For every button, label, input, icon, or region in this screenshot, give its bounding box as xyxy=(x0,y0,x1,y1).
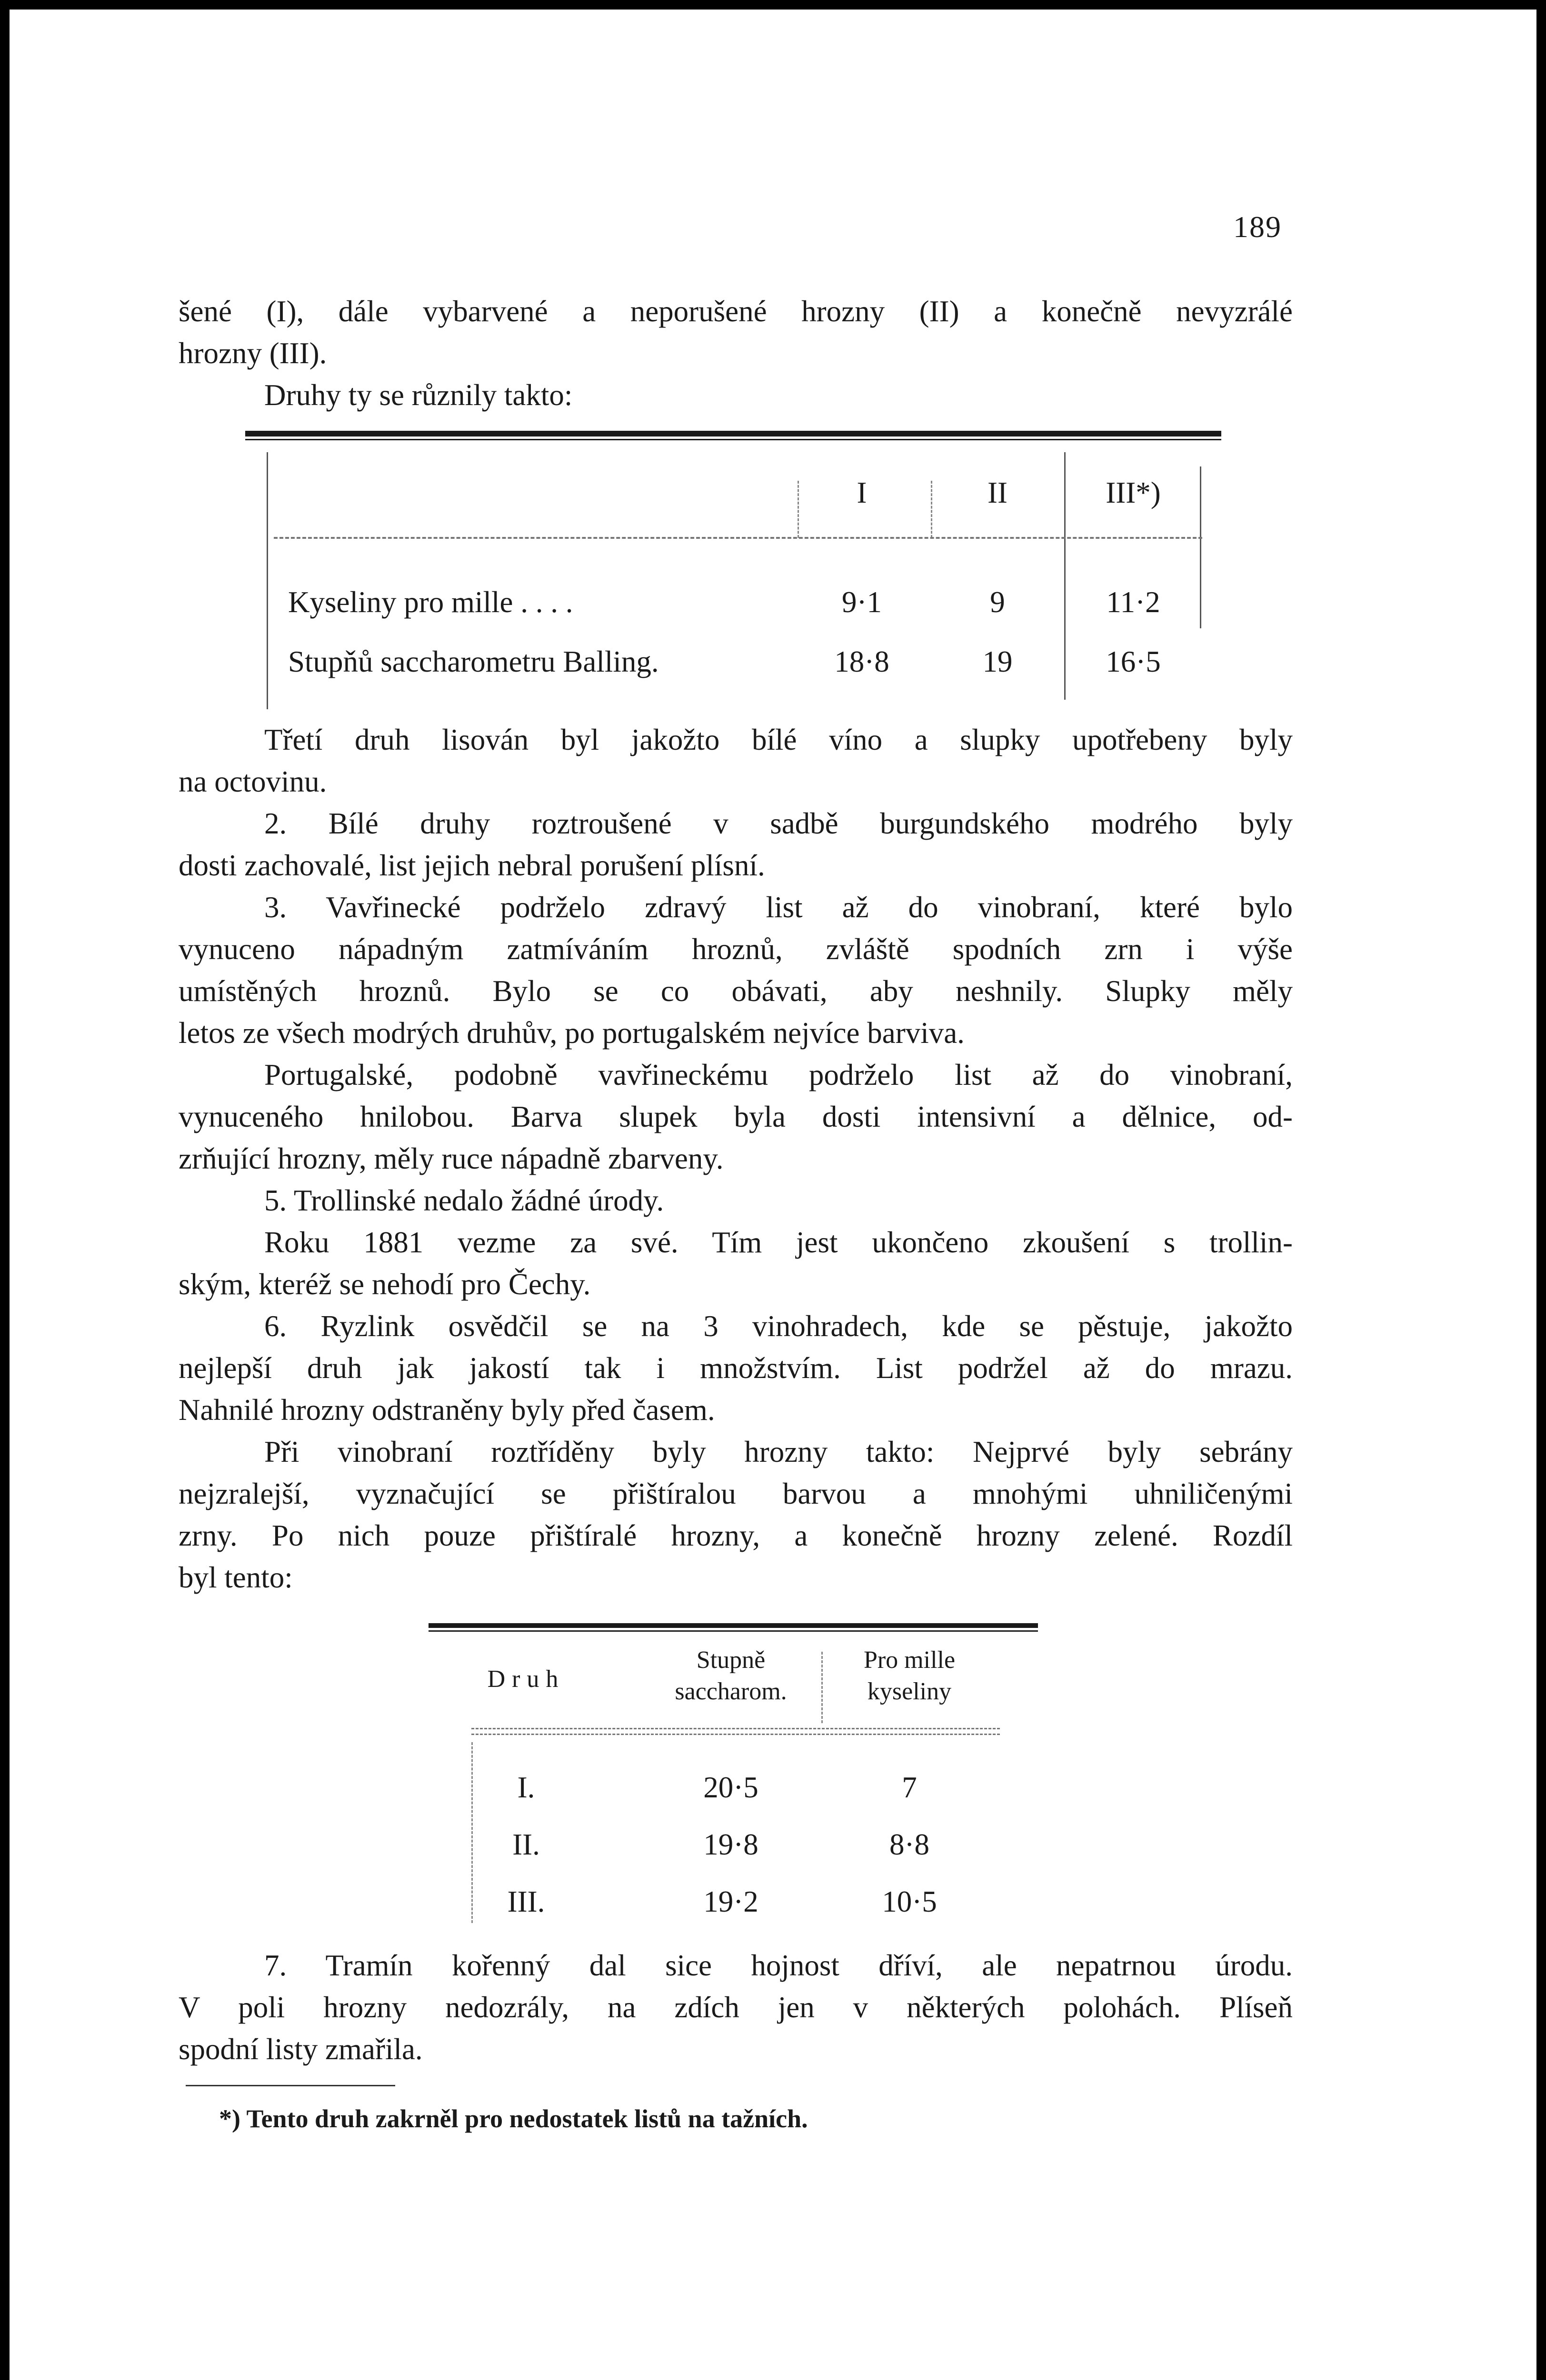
para-2-line-1: 2. Bílé druhy roztroušené v sadbě burgundského modrého byly xyxy=(264,807,1293,840)
para-portugal-line-2: vynuceného hnilobou. Barva slupek byla dosti intensivní a dělnice, od- xyxy=(179,1100,1293,1133)
table-2-cell-kyseliny: 8·8 xyxy=(889,1828,929,1861)
para-vinobrani-line-4: byl tento: xyxy=(179,1561,293,1594)
table-2-header-rule xyxy=(471,1734,1000,1735)
table-2-header-stupne xyxy=(675,1645,787,1707)
para-2-line-2: dosti zachovalé, list jejich nebral porušení plísní. xyxy=(179,849,765,882)
para-treti-line-1: Třetí druh lisován byl jakožto bílé víno a slupky upotřebeny byly xyxy=(264,723,1293,756)
para-portugal-line-1: Portugalské, podobně vavřineckému podrželo list až do vinobraní, xyxy=(264,1058,1293,1091)
para-5: 5. Trollinské nedalo žádné úrody. xyxy=(264,1184,664,1217)
table-1-cell: 9·1 xyxy=(842,585,882,619)
table-2-header-rule xyxy=(471,1728,1000,1729)
table-1-top-rule xyxy=(245,431,1221,436)
intro-line-1: šené (I), dále vybarvené a neporušené hrozny (II) a konečně nevyzrálé xyxy=(179,295,1293,328)
para-7-line-2: V poli hrozny nedozrály, na zdích jen v některých polohách. Plíseň xyxy=(179,1991,1293,2024)
table-2-header-kyseliny-line-1: Pro mille xyxy=(863,1646,956,1674)
table-1-cell: 18·8 xyxy=(834,645,889,678)
para-portugal-line-3: zrňující hrozny, měly ruce nápadně zbarveny. xyxy=(179,1142,724,1175)
table-1-top-rule-thin xyxy=(245,439,1221,440)
para-vinobrani-line-3: zrny. Po nich pouze přištíralé hrozny, a konečně hrozny zelené. Rozdíl xyxy=(179,1519,1293,1552)
table-1-cell: 19 xyxy=(982,645,1013,678)
table-1-cell: 11·2 xyxy=(1106,585,1160,619)
para-treti-line-2: na octovinu. xyxy=(179,765,327,798)
para-vinobrani-line-1: Při vinobraní roztříděny byly hrozny takto: Nejprvé byly sebrány xyxy=(264,1435,1293,1468)
para-3-line-4: letos ze všech modrých druhův, po portugalském nejvíce barviva. xyxy=(179,1016,965,1050)
footnote-rule xyxy=(186,2085,395,2086)
para-7-line-1: 7. Tramín kořenný dal sice hojnost dříví, ale nepatrnou úrodu. xyxy=(264,1949,1293,1982)
para-6-line-2: nejlepší druh jak jakostí tak i množstvím. List podržel až do mrazu. xyxy=(179,1351,1293,1385)
table-1-col-divider xyxy=(931,481,932,538)
table-2-cell-stupne: 19·2 xyxy=(703,1885,758,1918)
table-1-row-label: Stupňů saccharometru Balling. xyxy=(288,645,659,678)
table-2-cell-kyseliny: 7 xyxy=(902,1771,917,1804)
table-2-header-druh: Druh xyxy=(487,1666,565,1693)
para-3-line-1: 3. Vavřinecké podrželo zdravý list až do vinobraní, které bylo xyxy=(264,891,1293,924)
table-1-row-label: Kyseliny pro mille . . . . xyxy=(288,585,573,619)
table-1-header-ii: II xyxy=(987,476,1007,509)
para-7-line-3: spodní listy zmařila. xyxy=(179,2033,423,2066)
table-2-header-stupne-line-2: saccharom. xyxy=(675,1678,787,1705)
table-1-cell: 9 xyxy=(990,585,1005,619)
para-6-line-1: 6. Ryzlink osvědčil se na 3 vinohradech, kde se pěstuje, jakožto xyxy=(264,1309,1293,1343)
table-1-left-line xyxy=(267,452,268,709)
table-1-header-rule xyxy=(274,537,1202,539)
table-1-col-divider xyxy=(798,481,799,538)
para-3-line-2: vynuceno nápadným zatmíváním hroznů, zvláště spodních zrn i výše xyxy=(179,932,1293,966)
table-2-header-stupne-line-1: Stupně xyxy=(696,1646,766,1674)
table-2-top-rule-thin xyxy=(429,1630,1038,1632)
table-1-header-i: I xyxy=(857,476,867,509)
table-2-cell-stupne: 19·8 xyxy=(703,1828,758,1861)
table-2-header-kyseliny xyxy=(864,1645,955,1707)
table-2-cell-druh: III. xyxy=(507,1885,545,1918)
table-2-header-kyseliny-line-2: kyseliny xyxy=(867,1678,952,1705)
para-roku-line-1: Roku 1881 vezme za své. Tím jest ukončeno zkoušení s trollin- xyxy=(264,1226,1293,1259)
para-roku-line-2: ským, kteréž se nehodí pro Čechy. xyxy=(179,1268,591,1301)
table-1-col-divider xyxy=(1064,452,1066,700)
para-6-line-3: Nahnilé hrozny odstraněny byly před časem. xyxy=(179,1393,715,1427)
footnote: *) Tento druh zakrněl pro nedostatek listů na tažních. xyxy=(219,2104,808,2133)
table-2-top-rule xyxy=(429,1623,1038,1628)
para-vinobrani-line-2: nejzralejší, vyznačující se přištíralou barvou a mnohými uhniličenými xyxy=(179,1477,1293,1510)
table-2-left-line xyxy=(471,1742,473,1923)
book-page xyxy=(10,10,1536,2380)
table-2-cell-druh: II. xyxy=(512,1828,540,1861)
table-2-col-divider xyxy=(821,1652,823,1723)
table-2-cell-kyseliny: 10·5 xyxy=(882,1885,937,1918)
para-3-line-3: umístěných hroznů. Bylo se co obávati, aby neshnily. Slupky měly xyxy=(179,974,1293,1008)
table-2-cell-druh: I. xyxy=(517,1771,535,1804)
intro-line-2: hrozny (III). xyxy=(179,337,327,370)
table-2-cell-stupne: 20·5 xyxy=(703,1771,758,1804)
table-1-header-iii: III*) xyxy=(1106,476,1161,509)
page-number: 189 xyxy=(1233,210,1282,244)
table-intro: Druhy ty se různily takto: xyxy=(264,378,573,412)
table-1-cell: 16·5 xyxy=(1106,645,1161,678)
table-1-right-line xyxy=(1200,466,1201,628)
